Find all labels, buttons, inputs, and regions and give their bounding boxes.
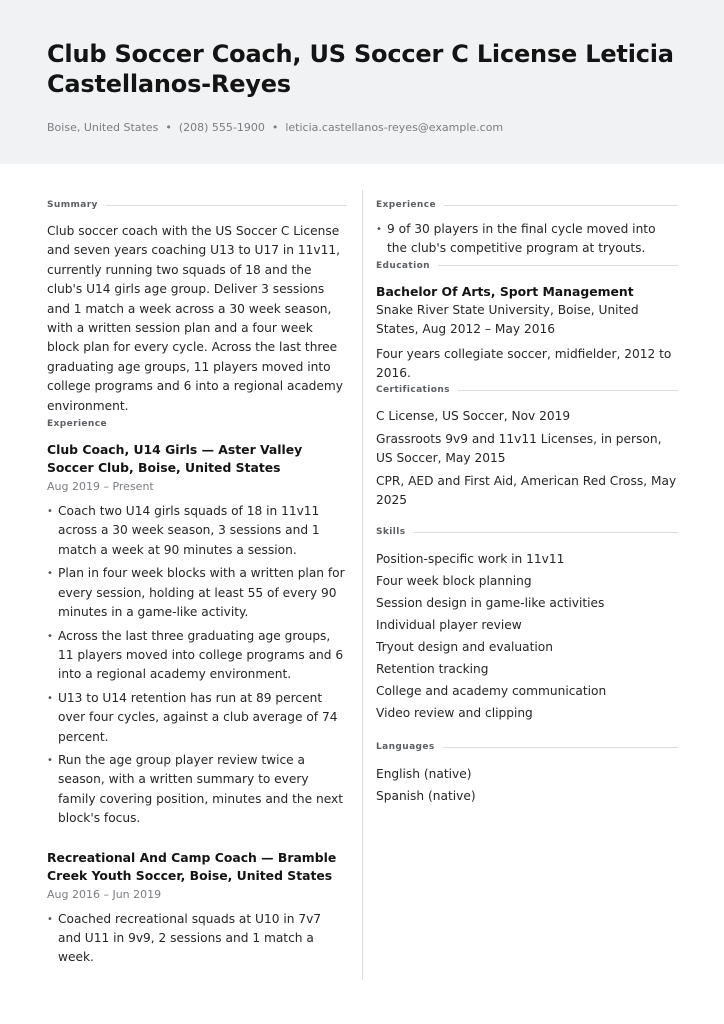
bullet-item: • Run the age group player review twice a season, with a written summary to every family covering position, minutes and the next block's focus. — [47, 751, 347, 829]
contact-separator: • — [165, 121, 172, 134]
degree-title: Bachelor Of Arts, Sport Management — [376, 283, 634, 299]
education-note: Four years collegiate soccer, midfielder, 2012 to 2016. — [376, 346, 672, 381]
language-item: English (native) — [376, 767, 472, 782]
location-text: Boise, United States — [47, 121, 159, 134]
section-heading-certifications: Certifications — [376, 383, 678, 397]
bullet-item: • Coach two U14 girls squads of 18 in 11v11 across a 30 week season, 3 sessions and 1 match a week at 90 minutes a session. — [47, 502, 347, 560]
section-heading-experience: Experience — [47, 419, 107, 430]
certification-item: Grassroots 9v9 and 11v11 Licenses, in person, US Soccer, May 2015 — [376, 431, 662, 466]
skill-item: Video review and clipping — [376, 706, 533, 721]
summary-text: Club soccer coach with the US Soccer C License and seven years coaching U13 to U17 in 11v11, currently running two squads of 18 and the club's U14 girls age group. Deliver 3 sessions and 1 match a week across a 30 week season, with a written session plan and a four week block plan for every cycle. Across the last three graduating age groups, 11 players moved into college programs and 6 into a regional academy environment. — [47, 224, 344, 413]
job-title: Recreational And Camp Coach — Bramble Creek Youth Soccer, Boise, United States — [47, 849, 337, 883]
column-divider — [362, 190, 363, 980]
experience-continued-bullets — [376, 220, 678, 259]
job-dates: Aug 2016 – Jun 2019 — [47, 887, 162, 901]
languages-list — [376, 763, 678, 807]
email-text: leticia.castellanos-reyes@example.com — [285, 121, 504, 134]
candidate-name: Club Soccer Coach, US Soccer C License Leticia Castellanos-Reyes — [47, 40, 674, 98]
left-column — [47, 198, 347, 968]
bullet-item: • Across the last three graduating age groups, 11 players moved into college programs and 6 into a regional academy environment. — [47, 627, 347, 685]
job-bullets — [47, 910, 347, 968]
section-heading-skills: Skills — [376, 525, 678, 539]
language-item: Spanish (native) — [376, 789, 476, 804]
job-bullets — [47, 502, 347, 829]
section-heading-experience-continued: Experience — [376, 198, 678, 212]
contact-line — [47, 120, 503, 136]
school-text: Snake River State University, Boise, United States, Aug 2012 – May 2016 — [376, 302, 639, 337]
section-heading-languages: Languages — [376, 740, 678, 754]
bullet-item: • U13 to U14 retention has run at 89 percent over four cycles, against a club average of 74 percent. — [47, 689, 347, 747]
resume-header — [0, 0, 724, 164]
bullet-item: • 9 of 30 players in the final cycle moved into the club's competitive program at tryouts. — [376, 220, 678, 259]
skill-item: Tryout design and evaluation — [376, 640, 553, 655]
certification-item: CPR, AED and First Aid, American Red Cross, May 2025 — [376, 473, 677, 508]
skill-item: Retention tracking — [376, 662, 489, 677]
job-entry — [47, 849, 347, 968]
skills-list — [376, 548, 678, 724]
skill-item: Position-specific work in 11v11 — [376, 552, 565, 567]
skill-item: College and academy communication — [376, 684, 607, 699]
bullet-item: • Coached recreational squads at U10 in 7v7 and U11 in 9v9, 2 sessions and 1 match a week. — [47, 910, 347, 968]
job-entry — [47, 441, 347, 829]
right-column — [376, 198, 678, 807]
skill-item: Individual player review — [376, 618, 522, 633]
contact-separator: • — [271, 121, 279, 134]
bullet-item: • Plan in four week blocks with a written plan for every session, holding at least 55 of every 90 minutes in a game-like activity. — [47, 564, 347, 622]
job-title: Club Coach, U14 Girls — Aster Valley Soccer Club, Boise, United States — [47, 442, 303, 476]
section-heading-summary: Summary — [47, 198, 347, 212]
certification-item: C License, US Soccer, Nov 2019 — [376, 409, 571, 424]
job-dates: Aug 2019 – Present — [47, 480, 154, 494]
skill-item: Four week block planning — [376, 574, 532, 589]
certifications-list — [376, 407, 678, 510]
phone-text: (208) 555-1900 — [178, 121, 265, 134]
skill-item: Session design in game-like activities — [376, 596, 605, 611]
section-heading-education: Education — [376, 259, 678, 273]
